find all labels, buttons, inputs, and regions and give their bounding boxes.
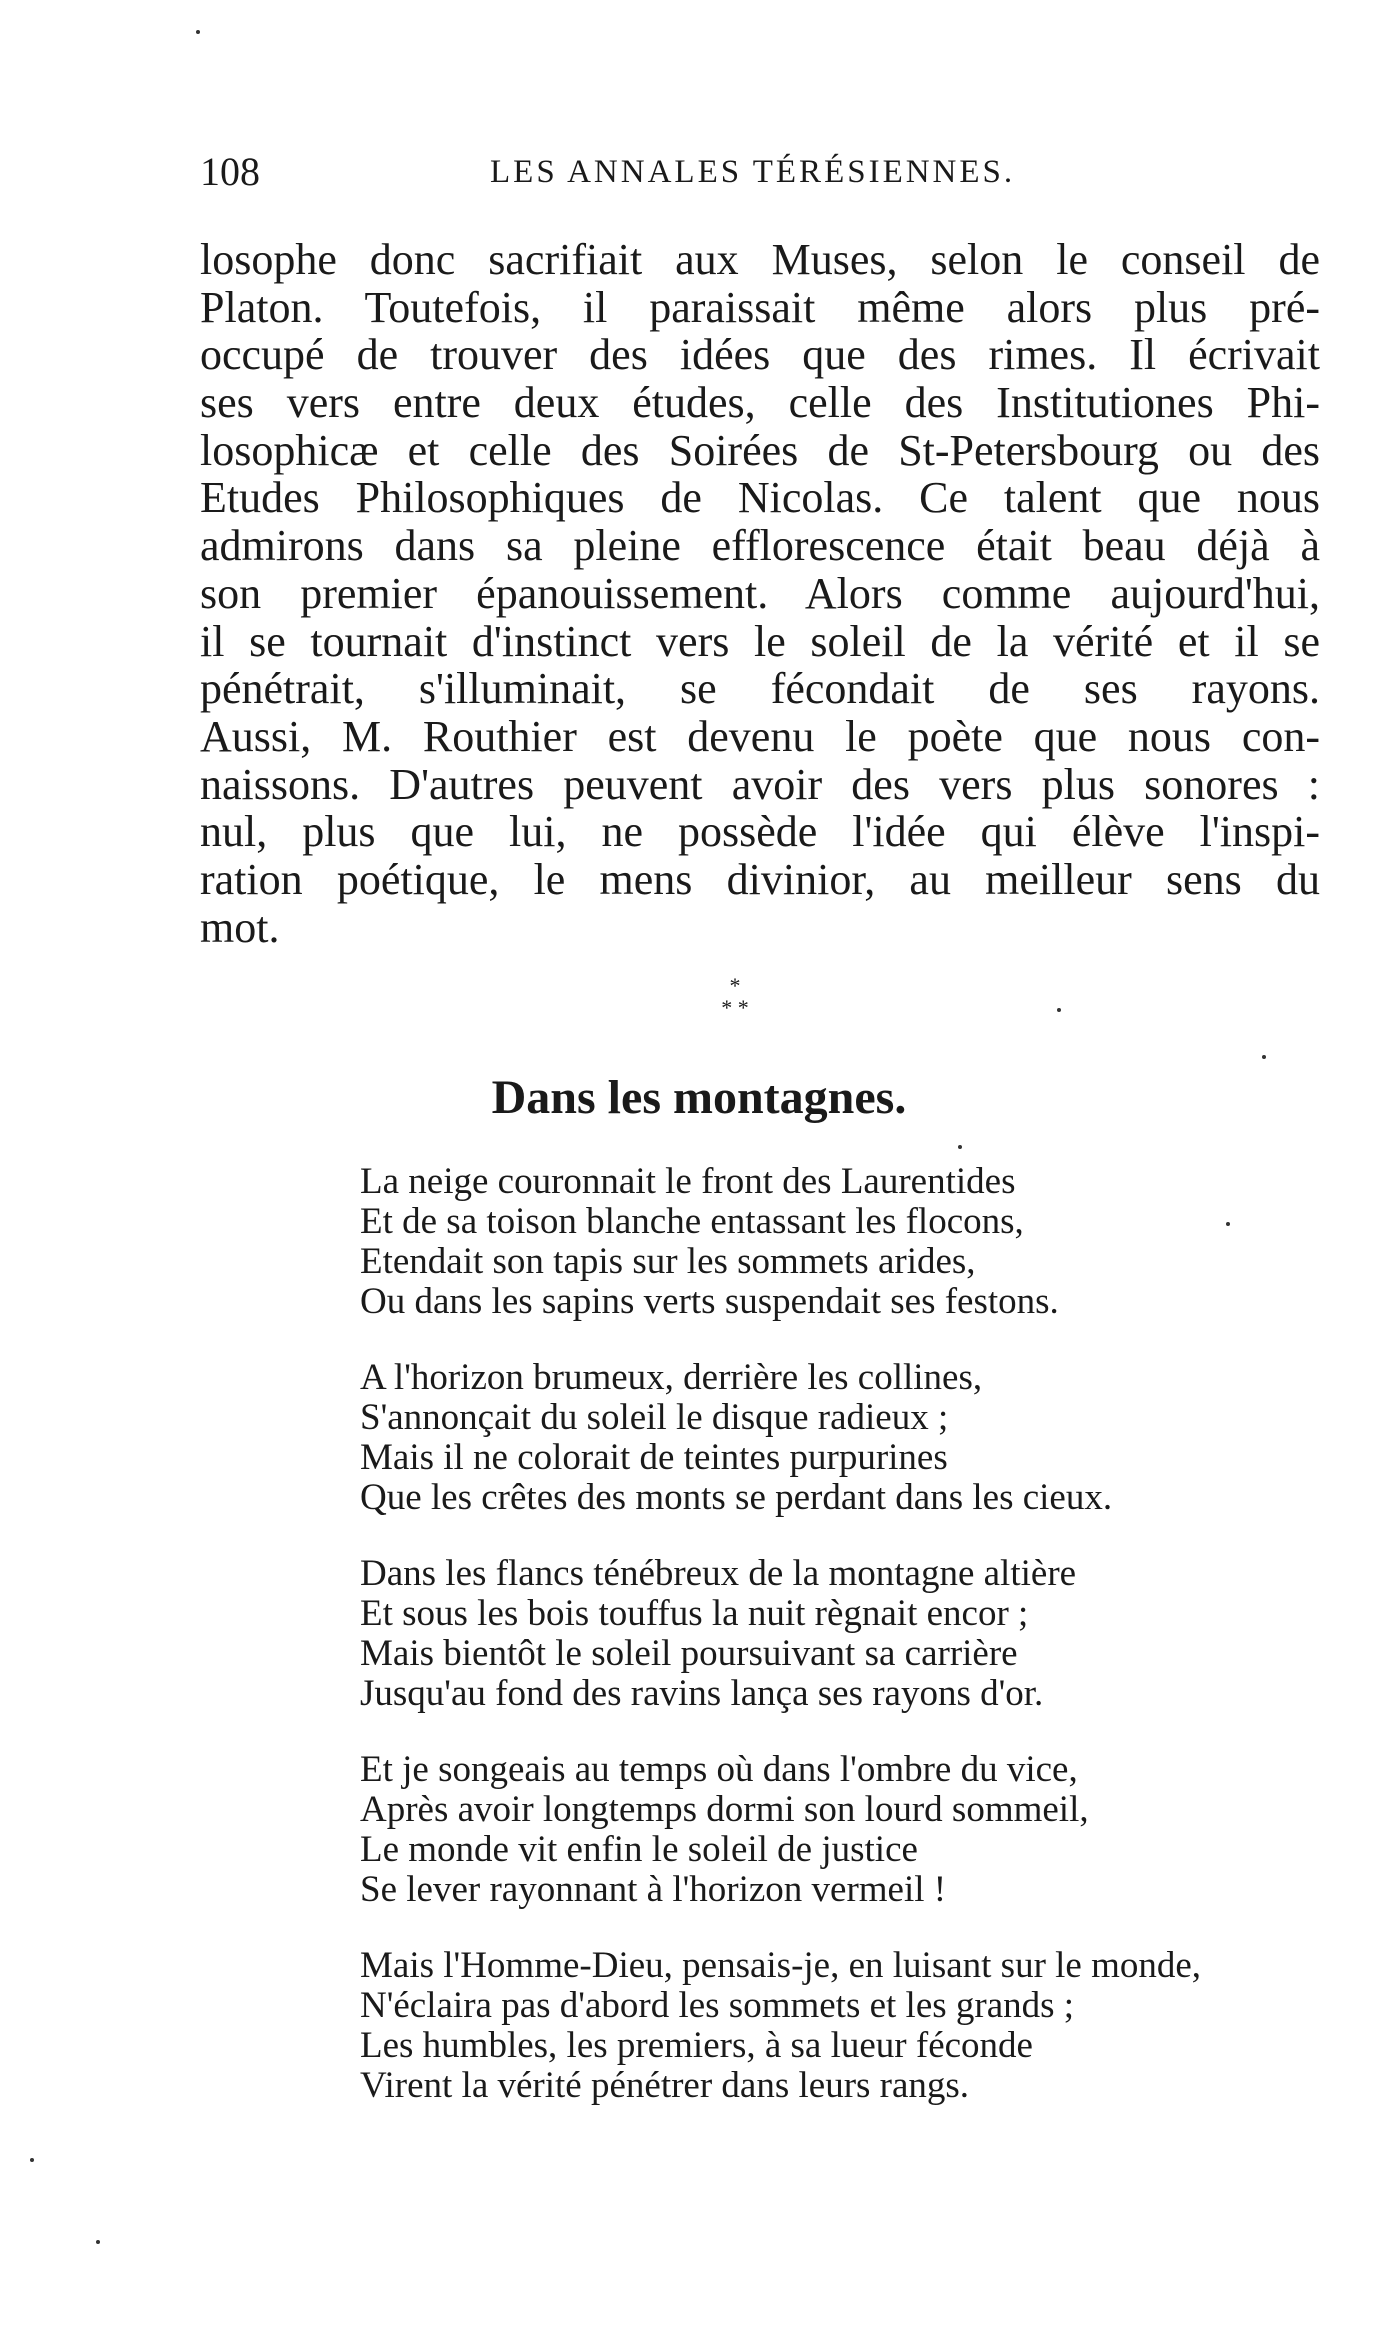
poem-stanza: [360, 1554, 1320, 1714]
poem-stanza: [360, 1358, 1320, 1518]
poem-stanza: [360, 1946, 1320, 2106]
prose-line: naissons. D'autres peuvent avoir des vers plus sonores :: [200, 759, 1320, 809]
scan-speck: [196, 30, 200, 34]
page-number: 108: [200, 149, 260, 194]
prose-line: Etudes Philosophiques de Nicolas. Ce talent que nous: [200, 473, 1320, 523]
prose-line: losophicæ et celle des Soirées de St-Petersbourg ou des: [200, 425, 1320, 475]
prose-line: Platon. Toutefois, il paraissait même alors plus pré-: [200, 282, 1320, 332]
scan-speck: [958, 1145, 962, 1149]
asterism-divider: [690, 975, 780, 1019]
prose-line: mot.: [200, 902, 280, 952]
prose-line: occupé de trouver des idées que des rimes. Il écrivait: [200, 330, 1320, 380]
poem-verse: Après avoir longtemps dormi son lourd sommeil,: [360, 1789, 1089, 1830]
poem-verse: N'éclaira pas d'abord les sommets et les grands ;: [360, 1985, 1075, 2026]
poem-verse: Etendait son tapis sur les sommets arides,: [360, 1241, 976, 1282]
poem-verse: Dans les flancs ténébreux de la montagne altière: [360, 1553, 1077, 1594]
poem-verse: Et de sa toison blanche entassant les flocons,: [360, 1201, 1024, 1242]
poem: [360, 1162, 1320, 2142]
poem-verse: Jusqu'au fond des ravins lança ses rayons d'or.: [360, 1673, 1044, 1714]
scan-speck: [1226, 1222, 1230, 1226]
scan-speck: [1262, 1055, 1266, 1059]
asterism-top: *: [729, 973, 741, 998]
poem-verse: S'annonçait du soleil le disque radieux ;: [360, 1397, 949, 1438]
poem-verse: Et je songeais au temps où dans l'ombre du vice,: [360, 1749, 1078, 1790]
poem-verse: Les humbles, les premiers, à sa lueur féconde: [360, 2025, 1033, 2066]
poem-title: Dans les montagnes.: [491, 1071, 907, 1124]
prose-line: pénétrait, s'illuminait, se fécondait de ses rayons.: [200, 664, 1320, 714]
poem-stanza: [360, 1162, 1320, 1322]
running-head: [200, 148, 1320, 208]
scan-speck: [1057, 1008, 1061, 1012]
prose-line: il se tournait d'instinct vers le soleil de la vérité et il se: [200, 616, 1320, 666]
poem-verse: Se lever rayonnant à l'horizon vermeil !: [360, 1869, 947, 1910]
prose-line: Aussi, M. Routhier est devenu le poète que nous con-: [200, 711, 1320, 761]
poem-verse: Le monde vit enfin le soleil de justice: [360, 1829, 918, 1870]
prose-line: admirons dans sa pleine efflorescence était beau déjà à: [200, 521, 1320, 571]
poem-stanza: [360, 1750, 1320, 1910]
prose-paragraph: [200, 236, 1320, 951]
poem-verse: Que les crêtes des monts se perdant dans les cieux.: [360, 1477, 1113, 1518]
prose-line: son premier épanouissement. Alors comme aujourd'hui,: [200, 568, 1320, 618]
poem-verse: Mais l'Homme-Dieu, pensais-je, en luisant sur le monde,: [360, 1945, 1202, 1986]
poem-verse: A l'horizon brumeux, derrière les collines,: [360, 1357, 983, 1398]
prose-line: losophe donc sacrifiait aux Muses, selon le conseil de: [200, 235, 1320, 284]
scan-speck: [96, 2240, 100, 2244]
running-title: LES ANNALES TÉRÉSIENNES.: [490, 154, 1016, 190]
prose-line: ses vers entre deux études, celle des Institutiones Phi-: [200, 378, 1320, 428]
poem-verse: Virent la vérité pénétrer dans leurs rangs.: [360, 2065, 970, 2106]
poem-verse: Ou dans les sapins verts suspendait ses festons.: [360, 1281, 1059, 1322]
poem-verse: Mais il ne colorait de teintes purpurines: [360, 1437, 948, 1478]
prose-line: nul, plus que lui, ne possède l'idée qui élève l'inspi-: [200, 807, 1320, 857]
poem-verse: Mais bientôt le soleil poursuivant sa carrière: [360, 1633, 1018, 1674]
poem-verse: La neige couronnait le front des Laurentides: [360, 1161, 1016, 1202]
poem-verse: Et sous les bois touffus la nuit règnait encor ;: [360, 1593, 1029, 1634]
prose-line: ration poétique, le mens divinior, au meilleur sens du: [200, 854, 1320, 904]
asterism-bottom: * *: [721, 995, 749, 1020]
scan-speck: [30, 2158, 34, 2162]
